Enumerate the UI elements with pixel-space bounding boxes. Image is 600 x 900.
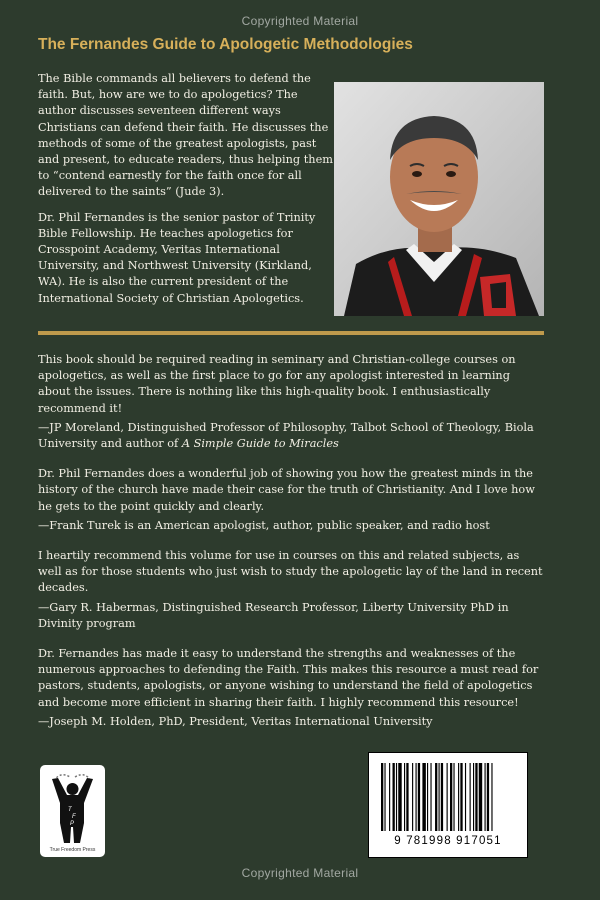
endorsement-attribution: —Gary R. Habermas, Distinguished Research Professor, Liberty University PhD in Divinity program <box>38 600 509 630</box>
isbn-number: 9 781998 917051 <box>394 835 502 847</box>
author-bio: Dr. Phil Fernandes is the senior pastor of Trinity Bible Fellowship. He teaches apologetics for Crosspoint Academy, Veritas International University, and Northwest University (Kirkland, WA). He is also the current president of the International Society of Christian Apologetics. <box>38 210 316 305</box>
barcode-bar <box>458 763 459 831</box>
barcode-bar <box>406 763 408 831</box>
barcode-bar <box>473 763 474 831</box>
barcode-bar <box>447 763 448 831</box>
endorsement-habermas <box>38 548 546 632</box>
endorsement-moreland <box>38 352 546 452</box>
publisher-name: True Freedom Press <box>49 847 96 853</box>
barcode-bar <box>422 763 425 831</box>
endorsement-book-title: A Simple Guide to Miracles <box>181 437 339 451</box>
endorsement-attribution: —Frank Turek is an American apologist, author, public speaker, and radio host <box>38 518 490 532</box>
svg-text:P: P <box>70 821 75 827</box>
barcode-bar <box>404 763 405 831</box>
barcode-bar <box>475 763 477 831</box>
barcode-bar <box>416 763 417 831</box>
svg-text:T: T <box>68 807 72 813</box>
barcode-bar <box>389 763 390 831</box>
endorsement-attribution: —Joseph M. Holden, PhD, President, Veritas International University <box>38 714 433 728</box>
barcode-bar <box>470 763 471 831</box>
barcode-bars <box>369 753 527 833</box>
watermark-bottom: Copyrighted Material <box>241 866 359 880</box>
endorsement-attribution: —JP Moreland, Distinguished Professor of Philosophy, Talbot School of Theology, Biola University and author of A Simple Guide to Miracles <box>38 420 534 451</box>
endorsement-text: Dr. Fernandes has made it easy to understand the strengths and weaknesses of the numerous approaches to defending the Faith. This makes this resource a must read for pastors, students, apologists, or anyone wishing to understand the field of apologetics and become more efficient in sharing their faith. I highly recommend this resource! <box>38 647 539 709</box>
description-paragraph: The Bible commands all believers to defend the faith. But, how are we to do apologetics? The author discusses seventeen different ways Christians can defend their faith. He discusses the methods of some of the greatest apologists, past and present, to educate readers, thus helping them to “contend earnestly for the faith once for all delivered to the saints” (Jude 3). <box>38 72 333 199</box>
section-divider <box>38 331 544 335</box>
barcode-bar <box>384 763 385 831</box>
author-photo <box>334 82 544 316</box>
barcode-bar <box>427 763 428 831</box>
barcode-bar <box>460 763 462 831</box>
barcode-bar <box>465 763 466 831</box>
barcode-bar <box>487 763 489 831</box>
publisher-logo <box>40 765 105 857</box>
barcode-bar <box>491 763 492 831</box>
svg-text:F: F <box>72 814 76 820</box>
endorsement-text: Dr. Phil Fernandes does a wonderful job of showing you how the greatest minds in the history of the church have made their case for the truth of Christianity. And I love how he gets to the point quickly and clearly. <box>38 467 535 513</box>
barcode-bar <box>393 763 395 831</box>
barcode-bar <box>479 763 482 831</box>
watermark-top: Copyrighted Material <box>241 14 359 28</box>
barcode-bar <box>485 763 486 831</box>
barcode-bar <box>450 763 452 831</box>
endorsement-text: This book should be required reading in seminary and Christian-college courses on apologetics, as well as the first place to go for any apologist interested in learning about the issues. There is nothing like this high-quality book. I enthusiastically recommend it! <box>38 353 516 415</box>
barcode-bar <box>381 763 383 831</box>
barcode-bar <box>398 763 401 831</box>
barcode-bar <box>430 763 431 831</box>
barcode-bar <box>439 763 440 831</box>
barcode-bar <box>435 763 437 831</box>
endorsement-holden <box>38 646 546 730</box>
barcode-bar <box>453 763 454 831</box>
barcode-bar <box>441 763 443 831</box>
isbn-barcode <box>368 752 528 858</box>
endorsements <box>38 352 546 744</box>
freedom-figure-icon <box>40 765 105 845</box>
endorsement-text: I heartily recommend this volume for use in courses on this and related subjects, as well as for those students who just wish to study the apologetic lay of the land in recent decades. <box>38 549 543 595</box>
endorsement-turek <box>38 466 546 534</box>
book-description <box>38 71 334 316</box>
barcode-bar <box>412 763 413 831</box>
book-title: The Fernandes Guide to Apologetic Methodologies <box>38 36 413 53</box>
barcode-bar <box>418 763 420 831</box>
barcode-bar <box>396 763 397 831</box>
